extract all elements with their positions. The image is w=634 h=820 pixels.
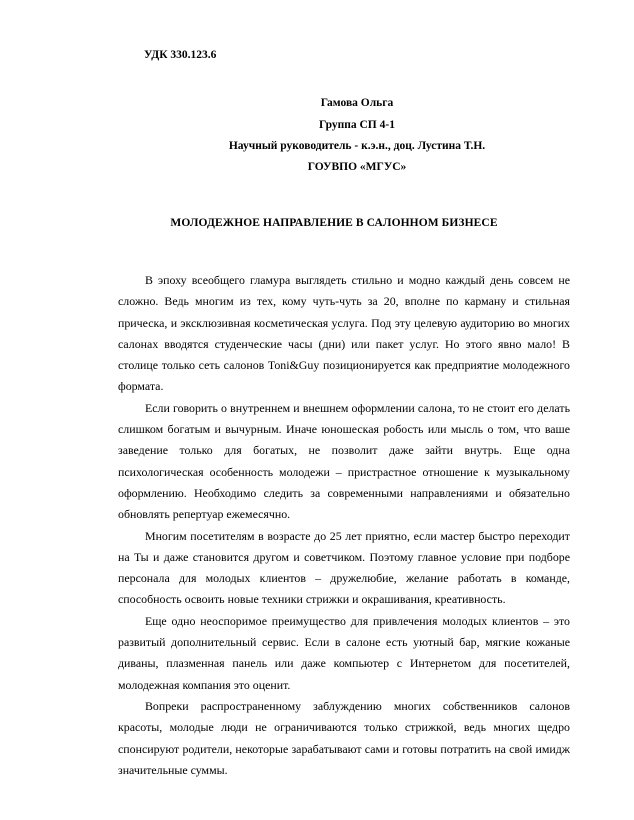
scientific-advisor: Научный руководитель - к.э.н., доц. Лустина Т.Н.	[228, 140, 486, 152]
udk-code: УДК 330.123.6	[144, 49, 217, 61]
paragraph: Многим посетителям в возрасте до 25 лет приятно, если мастер быстро переходит на Ты и даже становится другом и советчиком. Поэтому главное условие при подборе персонала для молодых клиентов – дружелюбие, желание работать в команде, способность освоить новые техники стрижки и окрашивания, креативность.	[118, 528, 570, 607]
institution: ГОУВПО «МГУС»	[307, 161, 407, 173]
paragraph: Еще одно неоспоримое преимущество для привлечения молодых клиентов – это развитый дополнительный сервис. Если в салоне есть уютный бар, мягкие кожаные диваны, плазменная панель или даже компьютер с Интернетом для посетителей, молодежная компания это оценит.	[118, 613, 570, 692]
paragraph: В эпоху всеобщего гламура выглядеть стильно и модно каждый день совсем не сложно. Ведь многим из тех, кому чуть-чуть за 20, вполне по карману и стильная прическа, и эксклюзивная косметическая услуга. Под эту целевую аудиторию во многих салонах вводятся студенческие часы (дни) или пакет услуг. Но этого явно мало! В столице только сеть салонов Toni&Guy позиционируется как предприятие молодежного формата.	[118, 273, 570, 394]
author-group: Группа СП 4-1	[319, 119, 395, 131]
article-title: МОЛОДЕЖНОЕ НАПРАВЛЕНИЕ В САЛОННОМ БИЗНЕСЕ	[170, 217, 498, 229]
article-body	[118, 270, 570, 781]
paragraph: Если говорить о внутреннем и внешнем оформлении салона, то не стоит его делать слишком богатым и вычурным. Иначе юношеская робость или мысль о том, что ваше заведение только для богатых, не позволит даже зайти внутрь. Еще одна психологическая особенность молодежи – пристрастное отношение к музыкальному оформлению. Необходимо следить за современными направлениями и обязательно обновлять репертуар ежемесячно.	[118, 400, 570, 522]
paragraph: Вопреки распространенному заблуждению многих собственников салонов красоты, молодые люди не ограничиваются только стрижкой, ведь многих щедро спонсируют родители, некоторые зарабатывают сами и готовы потратить на свой имидж значительные суммы.	[118, 698, 570, 777]
author-name: Гамова Ольга	[320, 97, 394, 109]
